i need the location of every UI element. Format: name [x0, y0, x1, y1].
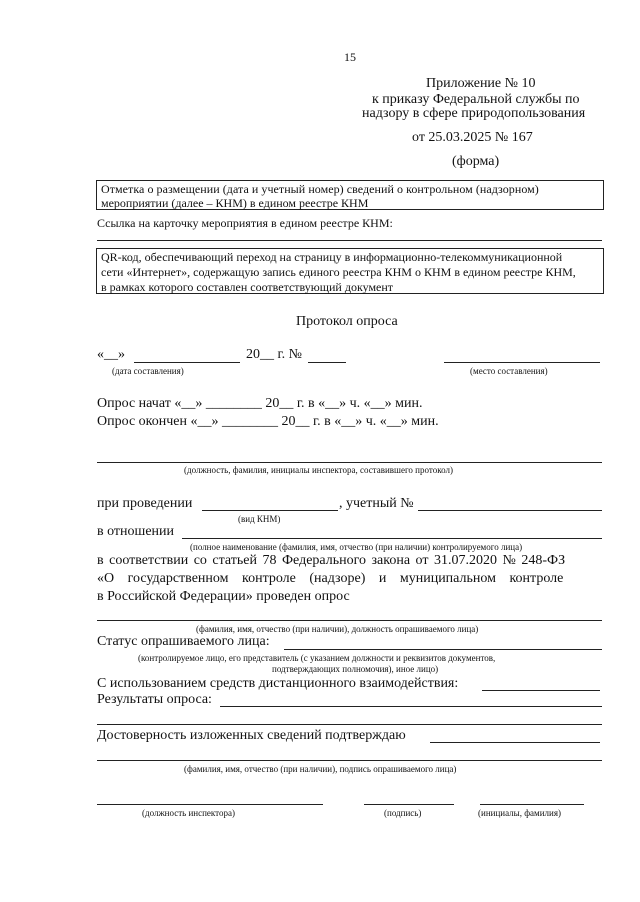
knm-type-line[interactable] — [202, 510, 338, 511]
place-caption: (место составления) — [470, 366, 548, 376]
respondent-caption: (фамилия, имя, отчество (при наличии), должность опрашиваемого лица) — [196, 624, 479, 634]
confirm-label: Достоверность изложенных сведений подтверждаю — [97, 728, 406, 743]
registry-number-label: , учетный № — [339, 496, 414, 511]
registry-link-line[interactable] — [97, 240, 602, 241]
form-label: (форма) — [452, 154, 500, 169]
signature-short-caption: (подпись) — [384, 808, 422, 818]
page-number: 15 — [344, 50, 356, 64]
controlled-person-line[interactable] — [182, 538, 602, 539]
remote-line[interactable] — [482, 690, 600, 691]
protocol-number-line[interactable] — [308, 362, 346, 363]
status-caption2: подтверждающих полномочия), иное лицо) — [272, 664, 439, 674]
respondent-line[interactable] — [97, 620, 602, 621]
results-line1[interactable] — [220, 706, 602, 707]
law-line1: в соответствии со статьей 78 Федерального закона от 31.07.2020 № 248-ФЗ — [97, 553, 566, 568]
inspector-position-line[interactable] — [97, 804, 323, 805]
conducting-prefix: при проведении — [97, 496, 193, 511]
appendix-title: Приложение № 10 — [426, 76, 536, 91]
inspector-initials-line[interactable] — [480, 804, 584, 805]
agency-line: надзору в сфере природопользования — [362, 106, 586, 121]
remote-label: С использованием средств дистанционного взаимодействия: — [97, 676, 459, 691]
knm-box-line2: мероприятии (далее – КНМ) в едином реестре КНМ — [101, 196, 369, 210]
survey-start: Опрос начат «__» ________ 20__ г. в «__» ч. «__» мин. — [97, 396, 423, 411]
date-year: 20__ г. № — [246, 347, 303, 362]
order-line: к приказу Федеральной службы по — [372, 92, 580, 107]
knm-box-line1: Отметка о размещении (дата и учетный номер) сведений о контрольном (надзорном) — [101, 182, 539, 196]
confirm-line[interactable] — [430, 742, 600, 743]
document-title: Протокол опроса — [296, 314, 398, 329]
survey-end: Опрос окончен «__» ________ 20__ г. в «__» ч. «__» мин. — [97, 414, 439, 429]
date-caption: (дата составления) — [112, 366, 184, 376]
order-date: от 25.03.2025 № 167 — [412, 130, 533, 145]
regarding-prefix: в отношении — [97, 524, 175, 539]
registry-number-line[interactable] — [418, 510, 602, 511]
qr-box-line3: в рамках которого составлен соответствующий документ — [101, 280, 394, 294]
law-line3: в Российской Федерации» проведен опрос — [97, 589, 350, 604]
qr-box-line1: QR-код, обеспечивающий переход на страницу в информационно-телекоммуникационной — [101, 250, 563, 264]
date-month-line[interactable] — [134, 362, 240, 363]
results-line2[interactable] — [97, 724, 602, 725]
knm-type-caption: (вид КНМ) — [238, 514, 281, 524]
status-caption1: (контролируемое лицо, его представитель (с указанием должности и реквизитов документов, — [138, 653, 496, 663]
registry-link-label: Ссылка на карточку мероприятия в едином реестре КНМ: — [97, 216, 393, 230]
position-caption: (должность инспектора) — [142, 808, 235, 818]
place-line[interactable] — [444, 362, 600, 363]
qr-box-line2: сети «Интернет», содержащую запись единого реестра КНМ о КНМ в едином реестре КНМ, — [101, 265, 576, 279]
date-quote: «__» — [97, 347, 125, 362]
inspector-signature-line[interactable] — [364, 804, 454, 805]
initials-caption: (инициалы, фамилия) — [478, 808, 561, 818]
status-line[interactable] — [284, 649, 602, 650]
law-line2: «О государственном контроле (надзоре) и муниципальном контроле — [97, 571, 564, 586]
inspector-line[interactable] — [97, 462, 602, 463]
inspector-caption: (должность, фамилия, инициалы инспектора, составившего протокол) — [184, 465, 453, 475]
signature-caption: (фамилия, имя, отчество (при наличии), подпись опрашиваемого лица) — [184, 764, 457, 774]
status-label: Статус опрашиваемого лица: — [97, 634, 270, 649]
controlled-person-caption: (полное наименование (фамилия, имя, отчество (при наличии) контролируемого лица) — [190, 542, 523, 552]
signature-line[interactable] — [97, 760, 602, 761]
results-label: Результаты опроса: — [97, 692, 212, 707]
